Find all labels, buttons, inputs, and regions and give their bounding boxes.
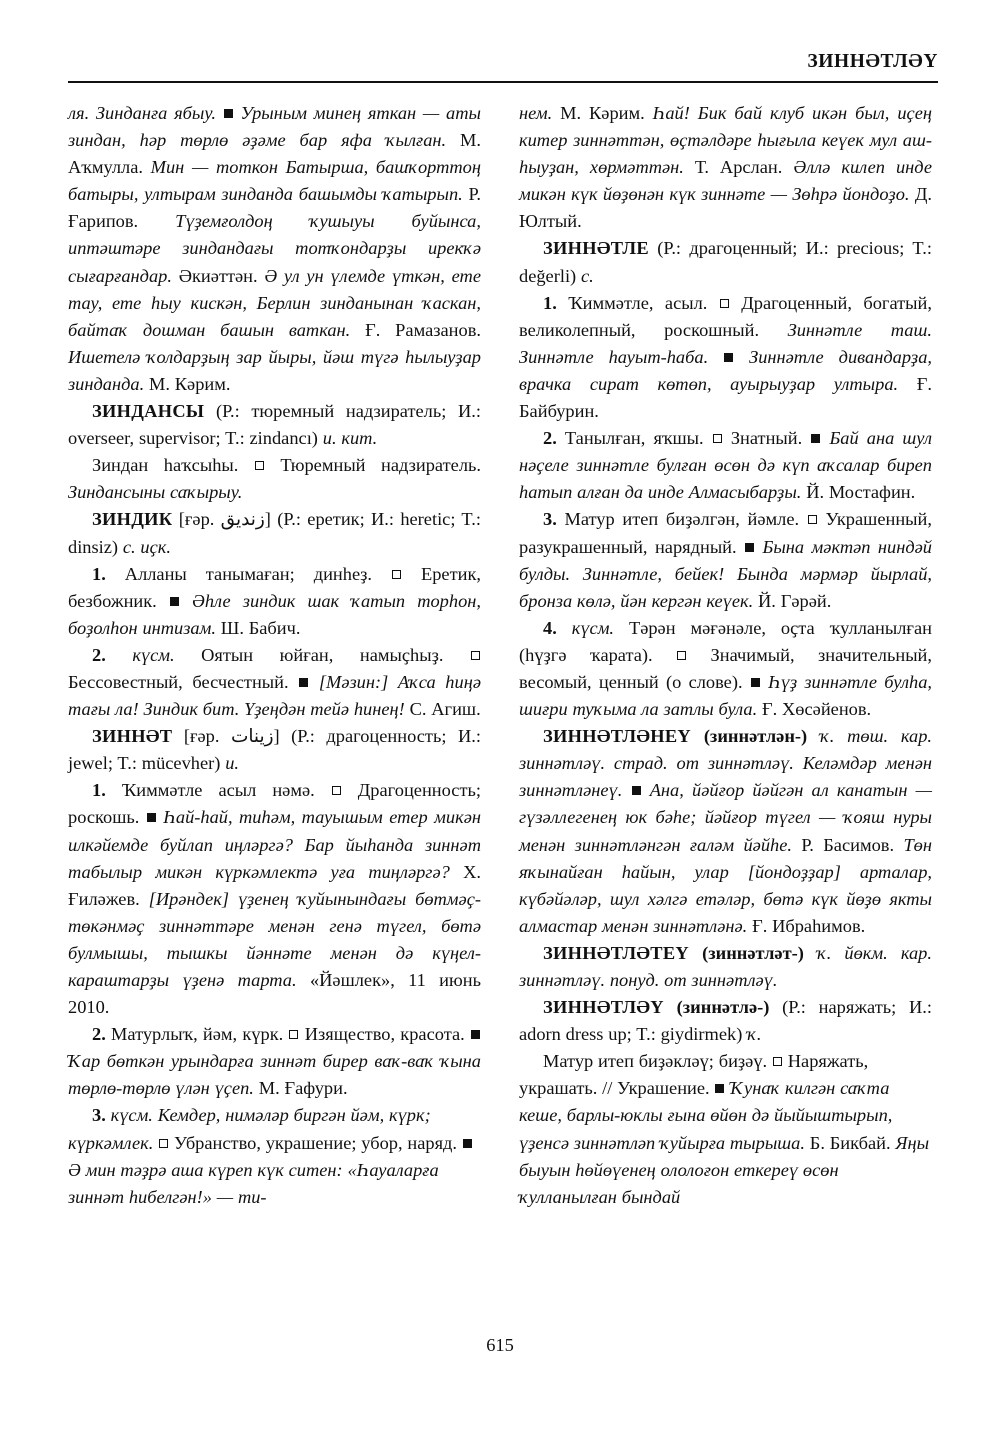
zinnatle-s3-source: Й. Гәрәй. — [758, 590, 832, 611]
zinnatle-s1-examples: Зиннәтле таш. Зиннәтле һауыт-һаба. — [519, 319, 932, 367]
zindik-s1-source: Ш. Бабич. — [220, 617, 301, 638]
zinnat-s1-source: Х. Ғиләжев. — [68, 861, 481, 909]
zindik-s1-native: Алланы танымаған; динһеҙ. — [124, 563, 372, 584]
open-square-marker — [332, 786, 341, 795]
zindan-source-1: М. Аҡмулла. — [68, 130, 481, 178]
entry-zinnatlau-body — [519, 1048, 932, 1211]
zindansy-native-def: Зиндан һаҡсыһы. — [92, 455, 239, 476]
zinnatlau-quote: Ҡунаҡ килгән саҡта кеше, барлы-юклы ғына өйөн дә йыйыштырып, үҙенсә зиннәтләп ҡуйырға тырыша. — [519, 1078, 893, 1153]
zinnat-s2-native: Матурлыҡ, йәм, күрк. — [111, 1024, 284, 1045]
zinnat-s3-russian: Убранство, украшение; убор, наряд. — [173, 1132, 458, 1153]
zindik-s1-russian: Еретик, безбожник. — [68, 563, 481, 611]
zinnatle-s4-native: Тәрән мәғәнәле, оҫта ҡулланылған (һүҙгә ҡарата). — [519, 617, 932, 665]
zindan-quote-4: Ә ул ун үлемде үткән, ете тау, ете һыу кискән, Берлин зинданынан ҡаскан, байтаҡ дошман башын ваткан. — [68, 265, 481, 340]
filled-square-marker — [751, 678, 760, 687]
zindik-s2-label: күсм. — [132, 644, 175, 665]
zindik-etymology: [ғәр. زنديق] — [178, 509, 271, 530]
zinnat-s3-label: күсм. — [110, 1105, 153, 1126]
zinnatlau-inflection: (зиннәтлә-) — [676, 997, 770, 1018]
zinnat-cont-quote-1: Һай! Бик бай клуб икән был, иҫең китер зиннәттән, өҫтәлдәре һығыла кеүек мул аш-һыуҙан, хөрмәттән. — [519, 103, 932, 178]
zindan-source-2: Р. Ғарипов. — [68, 184, 481, 232]
zindik-s1-quote: Әһле зиндик шак ҡатып торһон, боҙолһон интизам. — [68, 590, 481, 638]
zinnatlau-quote2: Яңы быуын һөйөүенең ололоғон еткереү өсөн ҡулланылған бындай — [519, 1132, 930, 1207]
zindansy-gloss: (Р.: тюремный надзиратель; И.: overseer, supervisor; T.: zindancı) — [68, 401, 481, 449]
entry-zindansy-body — [68, 452, 481, 506]
zinnatle-grammar: с. — [581, 265, 594, 286]
zindik-grammar: с. иҫк. — [122, 536, 171, 557]
entry-zindik-sense-1 — [68, 561, 481, 642]
open-square-marker — [159, 1139, 168, 1148]
zinnatlaneu-quote2: Төн яҡынайған һайын, улар [йондоҙҙар] арталар, күбәйәләр, шул хәлгә етәләр, бөтә күк йөҙө якты алмастар менән зиннәтләнә. — [519, 834, 932, 936]
filled-square-marker — [299, 678, 308, 687]
zindik-s2-source: С. Агиш. — [409, 699, 481, 720]
header-rule — [68, 81, 938, 83]
zinnatlau-source: Б. Бикбай. — [809, 1132, 891, 1153]
zindan-source-4: Ғ. Рамазанов. — [365, 319, 481, 340]
sense-number-3: 3. — [543, 509, 557, 530]
column-container — [68, 100, 932, 1310]
open-square-marker — [808, 515, 817, 524]
zinnat-cont-source-3: Д. Юлтый. — [519, 184, 932, 232]
entry-zinnat-head — [68, 723, 481, 777]
entry-zinnatlau-head — [519, 994, 932, 1048]
sense-number-1: 1. — [543, 292, 557, 313]
open-square-marker — [255, 461, 264, 470]
zinnat-s1-quote2: [Ирәндек] үҙенең ҡуйынындағы бөтмәҫ-төкәнмәҫ зиннәттәре менән генә түгел, бөтә булмышы, тышкы йәннәте менән дә күңел-караштарҙы үҙенә тарта. — [68, 888, 481, 990]
zinnat-cont-source-2: Т. Арслан. — [694, 157, 783, 178]
entry-zinnatle-sense-4 — [519, 615, 932, 723]
zindansy-example: Зиндансыны саҡырыу. — [68, 482, 243, 503]
entry-zinnatlateu — [519, 940, 932, 994]
entry-continuation-zinnat — [519, 100, 932, 235]
filled-square-marker — [471, 1030, 480, 1039]
zinnatle-s3-native: Матур итеп биҙәлгән, йәмле. — [564, 509, 800, 530]
zinnatle-s2-source: Й. Мостафин. — [806, 482, 916, 503]
headword-zindik: ЗИНДИК — [92, 509, 173, 530]
zindansy-grammar: и. кит. — [322, 428, 378, 449]
entry-zinnat-sense-3 — [68, 1102, 481, 1210]
zindik-gloss: (Р.: еретик; И.: heretic; T.: dinsiz) — [68, 509, 481, 557]
headword-zinnatlau: ЗИННӘТЛӘҮ — [543, 997, 664, 1018]
zinnat-s2-russian: Изящество, красота. — [304, 1024, 465, 1045]
zinnatle-s2-native: Танылған, яҡшы. — [564, 428, 704, 449]
zinnatle-s4-quote: Һүҙ зиннәтле булһа, шиғри туҡыма ла затлы була. — [519, 671, 932, 720]
zinnat-s3-quote: Ә мин тәҙрә аша күреп күк ситен: «Һауаларға зиннәт һибелгән!» — ти- — [68, 1159, 439, 1207]
open-square-marker — [773, 1057, 782, 1066]
headword-zinnat: ЗИННӘТ — [92, 726, 173, 747]
filled-square-marker — [715, 1084, 724, 1093]
zinnat-s1-source2: «Йәшлек», 11 июнь 2010. — [68, 970, 481, 1018]
zinnatle-s1-native: Ҡиммәтле, асыл. — [568, 292, 708, 313]
zinnatlaneu-source2: Ғ. Ибраһимов. — [752, 915, 866, 936]
zinnatlau-russian: Наряжать, украшать. // Украшение. — [519, 1051, 869, 1099]
open-square-marker — [677, 651, 686, 660]
zindan-quote-1: Урыным минең яткан — аты зиндан, һәр төрлө әҙәме бар яфа ҡылған. — [68, 103, 481, 151]
headword-zinnatlateu: ЗИННӘТЛӘТЕҮ — [543, 942, 689, 963]
zinnatle-gloss: (Р.: драгоценный; И.: precious; T.: değerli) — [519, 238, 932, 286]
zinnatle-s2-russian: Знатный. — [730, 428, 803, 449]
sense-number-1: 1. — [92, 563, 106, 584]
zinnat-s2-source: М. Ғафури. — [258, 1078, 348, 1099]
running-head-title: ЗИННӘТЛӘҮ — [807, 51, 938, 72]
zindan-example-a: ля. Зинданға ябыу. — [68, 103, 216, 123]
zindik-s2-russian: Бессовестный, бесчестный. — [68, 671, 289, 692]
open-square-marker — [471, 651, 480, 660]
zinnatle-s1-source: Ғ. Байбурин. — [519, 373, 932, 422]
entry-continuation-zindan — [68, 100, 481, 398]
filled-square-marker — [745, 543, 754, 552]
zinnatlaneu-source: Р. Басимов. — [801, 834, 895, 855]
headword-zindansy: ЗИНДАНСЫ — [92, 401, 205, 422]
filled-square-marker — [811, 434, 820, 443]
zinnat-s2-quote: Ҡар бөткән урындарға зиннәт бирер ваҡ-ваҡ ҡына төрлө-төрлө үлән үҫеп. — [68, 1051, 481, 1099]
entry-zinnatle-sense-3 — [519, 506, 932, 614]
filled-square-marker — [632, 786, 641, 795]
entry-zindansy-head — [68, 398, 481, 452]
page-number: 615 — [486, 1335, 514, 1355]
zindik-s2-quote: [Мәзин:] Аҡса һиңә тағы ла! Зиндик бит. Үҙеңдән тейә һинең! — [68, 671, 481, 720]
zinnatlaneu-grammar: ҡ. төш. кар. зиннәтләү. страд. от зиннәтләү. — [519, 726, 932, 774]
open-square-marker — [392, 570, 401, 579]
zinnat-cont-quote-2: Әллә килеп инде микән күк йөҙөнән күк зиннәте — Зөһрә йондоҙо. — [519, 157, 932, 205]
sense-number-1: 1. — [92, 780, 106, 801]
zindan-source-3: Әкиәттән. — [178, 265, 258, 286]
zinnat-s3-native: Кемдер, нимәләр биргән йәм, күрк; күркәмлек. — [68, 1105, 431, 1153]
zinnatle-s4-russian: Значимый, значительный, весомый, ценный (о слове). — [519, 644, 932, 692]
entry-zinnat-sense-1 — [68, 777, 481, 1021]
sense-number-3: 3. — [92, 1105, 106, 1126]
left-column — [68, 100, 481, 1310]
filled-square-marker — [724, 353, 733, 362]
open-square-marker — [713, 434, 722, 443]
zinnatlau-grammar: ҡ. — [747, 1024, 762, 1045]
filled-square-marker — [170, 597, 179, 606]
zinnat-s1-russian: Драгоценность; роскошь. — [68, 780, 481, 828]
entry-zindik-sense-2 — [68, 642, 481, 723]
zinnat-s1-quote: Һай-һай, тиһәм, тауышым етер микән илкәйемде буйлап иңләргә? Бар йыһанда зиннәт табылыр микән күркәмлектә уға тиңләргә? — [68, 807, 481, 882]
zindan-quote-5: Ишетелә ҡолдарҙың зар йыры, йәш түгә һылыуҙар зинданда. — [68, 346, 481, 394]
zindansy-russian-def: Тюремный надзиратель. — [280, 455, 481, 476]
zinnat-etymology: [ғәр. زينات] — [183, 726, 280, 747]
zinnat-grammar: и. — [225, 753, 240, 774]
entry-zinnatlaneu — [519, 723, 932, 940]
zinnat-cont-source-1: М. Кәрим. — [560, 103, 645, 123]
right-column — [519, 100, 932, 1310]
zinnat-cont-tail: нем. — [519, 103, 553, 123]
zindan-quote-3: Түҙемғолдоң ҡушыуы буйынса, иптәштәре зиндандағы тотҡондарҙы ирекҡә сығарғандар. — [68, 211, 481, 286]
zinnat-s1-native: Ҡиммәтле асыл нәмә. — [121, 780, 315, 801]
zinnatle-s1-quote: Зиннәтле дивандарҙа, врачка сират көтөп, ауырыуҙар ултыра. — [519, 346, 932, 394]
zinnatlaneu-example: Келәмдәр менән зиннәтләнеү. — [519, 753, 932, 801]
zinnatlateu-inflection: (зиннәтләт-) — [702, 942, 804, 963]
zinnatlaneu-inflection: (зиннәтлән-) — [703, 726, 808, 747]
zindan-quote-2: Мин — тоткон Батырша, башҡорттоң батыры, ултырам зинданда башымды ҡатырып. — [68, 157, 481, 205]
zinnatle-s3-russian: Украшенный, разукрашенный, нарядный. — [519, 509, 932, 557]
zinnatle-s4-label: күсм. — [571, 617, 615, 638]
zinnatle-s1-russian: Драгоценный, богатый, великолепный, роскошный. — [519, 292, 932, 340]
sense-number-4: 4. — [543, 617, 557, 638]
zindik-s2-native: Оятын юйған, намыҫһыҙ. — [201, 644, 444, 665]
open-square-marker — [720, 299, 729, 308]
zinnatle-s2-quote: Бай ана шул нәҫеле зиннәтле булған өсөн дә күп аҡсалар биреп һатып алған да инде Алмасыбарҙы. — [519, 428, 932, 503]
entry-zindik-head — [68, 506, 481, 560]
entry-zinnat-sense-2 — [68, 1021, 481, 1102]
zinnatlateu-grammar: ҡ. йөкм. кар. зиннәтләү. понуд. от зиннәтләү. — [519, 942, 932, 990]
zinnatlau-native: Матур итеп биҙәкләү; биҙәү. — [543, 1051, 768, 1072]
headword-zinnatlaneu: ЗИННӘТЛӘНЕҮ — [543, 726, 691, 747]
zinnat-gloss: (Р.: драгоценность; И.: jewel; T.: mücevher) — [68, 726, 481, 774]
open-square-marker — [289, 1030, 298, 1039]
filled-square-marker — [147, 813, 156, 822]
entry-zinnatle-sense-2 — [519, 425, 932, 506]
zinnatlaneu-quote: Ана, йәйғор йәйгән ал канатын — гүзәллегенең юк бәһе; йәйғор түгел — ҡояш нуры менән зиннәтләнгән ғаләм йәйһе. — [519, 780, 932, 855]
zinnatle-s3-quote: Бына мәктәп ниндәй булды. Зиннәтле, бейек! Бында мәрмәр йырлай, бронза көлә, йән кергән кеүек. — [519, 536, 932, 611]
entry-zinnatle-head — [519, 235, 932, 289]
zinnatle-s4-source: Ғ. Хөсәйенов. — [762, 699, 872, 720]
sense-number-2: 2. — [543, 428, 557, 449]
running-head — [68, 52, 938, 86]
zinnatlau-gloss: (Р.: наряжать; И.: adorn dress up; T.: giydirmek) — [519, 997, 932, 1045]
filled-square-marker — [463, 1139, 472, 1148]
filled-square-marker — [224, 109, 233, 118]
entry-zinnatle-sense-1 — [519, 290, 932, 425]
headword-zinnatle: ЗИННӘТЛЕ — [543, 238, 649, 259]
sense-number-2: 2. — [92, 1024, 106, 1045]
sense-number-2: 2. — [92, 644, 106, 665]
zindan-source-5: М. Кәрим. — [149, 373, 231, 394]
